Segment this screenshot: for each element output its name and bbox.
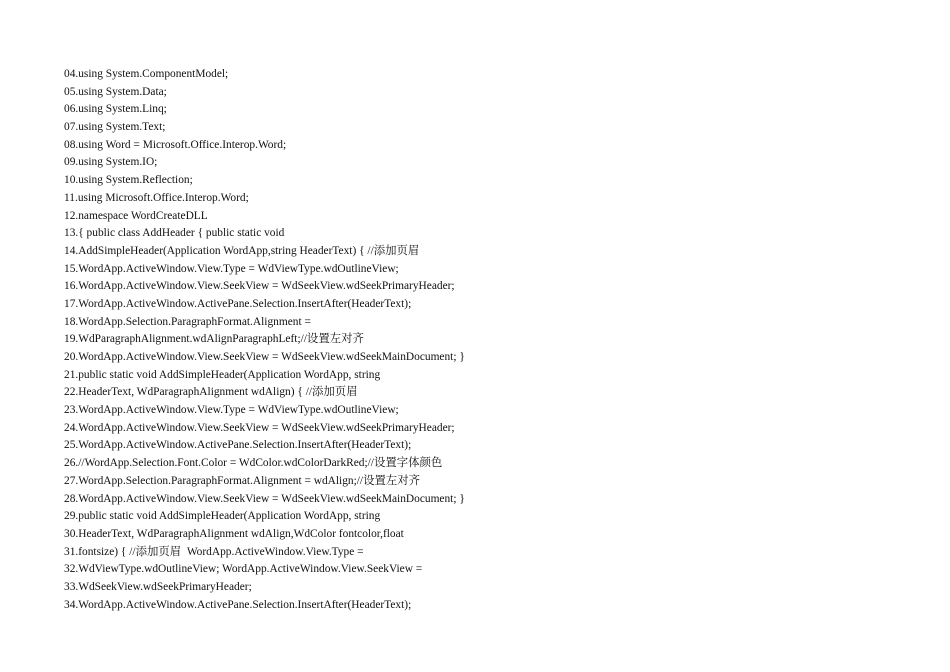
code-line: 25.WordApp.ActiveWindow.ActivePane.Selection.InsertAfter(HeaderText); bbox=[64, 439, 412, 452]
code-line: 14.AddSimpleHeader(Application WordApp,string HeaderText) { //添加页眉 bbox=[64, 244, 420, 257]
code-line: 15.WordApp.ActiveWindow.View.Type = WdViewType.wdOutlineView; bbox=[64, 262, 399, 275]
code-line: 09.using System.IO; bbox=[64, 156, 158, 169]
code-line: 12.namespace WordCreateDLL bbox=[64, 209, 208, 222]
code-line: 31.fontsize) { //添加页眉 WordApp.ActiveWindow.View.Type = bbox=[64, 545, 364, 558]
code-line: 20.WordApp.ActiveWindow.View.SeekView = WdSeekView.wdSeekMainDocument; } bbox=[64, 351, 465, 363]
code-line: 30.HeaderText, WdParagraphAlignment wdAlign,WdColor fontcolor,float bbox=[64, 527, 404, 540]
code-line: 04.using System.ComponentModel; bbox=[64, 68, 229, 80]
code-line: 10.using System.Reflection; bbox=[64, 174, 193, 187]
code-line: 06.using System.Linq; bbox=[64, 103, 167, 116]
code-line: 21.public static void AddSimpleHeader(Application WordApp, string bbox=[64, 368, 381, 381]
code-line: 16.WordApp.ActiveWindow.View.SeekView = WdSeekView.wdSeekPrimaryHeader; bbox=[64, 280, 455, 293]
code-line: 18.WordApp.Selection.ParagraphFormat.Alignment = bbox=[64, 315, 311, 328]
code-line: 23.WordApp.ActiveWindow.View.Type = WdViewType.wdOutlineView; bbox=[64, 404, 399, 417]
code-listing bbox=[64, 66, 465, 614]
code-line: 19.WdParagraphAlignment.wdAlignParagraphLeft;//设置左对齐 bbox=[64, 333, 364, 346]
code-line: 11.using Microsoft.Office.Interop.Word; bbox=[64, 191, 249, 204]
code-line: 33.WdSeekView.wdSeekPrimaryHeader; bbox=[64, 580, 252, 593]
code-line: 26.//WordApp.Selection.Font.Color = WdColor.wdColorDarkRed;//设置字体颜色 bbox=[64, 457, 443, 470]
code-line: 34.WordApp.ActiveWindow.ActivePane.Selection.InsertAfter(HeaderText); bbox=[64, 598, 412, 611]
code-line: 08.using Word = Microsoft.Office.Interop.Word; bbox=[64, 138, 287, 151]
code-line: 27.WordApp.Selection.ParagraphFormat.Alignment = wdAlign;//设置左对齐 bbox=[64, 474, 421, 487]
code-line: 22.HeaderText, WdParagraphAlignment wdAlign) { //添加页眉 bbox=[64, 386, 358, 399]
code-line: 17.WordApp.ActiveWindow.ActivePane.Selection.InsertAfter(HeaderText); bbox=[64, 297, 412, 310]
code-line: 24.WordApp.ActiveWindow.View.SeekView = WdSeekView.wdSeekPrimaryHeader; bbox=[64, 421, 455, 434]
code-line: 28.WordApp.ActiveWindow.View.SeekView = WdSeekView.wdSeekMainDocument; } bbox=[64, 492, 465, 505]
code-line: 32.WdViewType.wdOutlineView; WordApp.ActiveWindow.View.SeekView = bbox=[64, 563, 423, 576]
code-line: 05.using System.Data; bbox=[64, 85, 167, 98]
code-line: 07.using System.Text; bbox=[64, 121, 166, 134]
code-line: 13.{ public class AddHeader { public static void bbox=[64, 227, 285, 240]
code-line: 29.public static void AddSimpleHeader(Application WordApp, string bbox=[64, 510, 381, 523]
